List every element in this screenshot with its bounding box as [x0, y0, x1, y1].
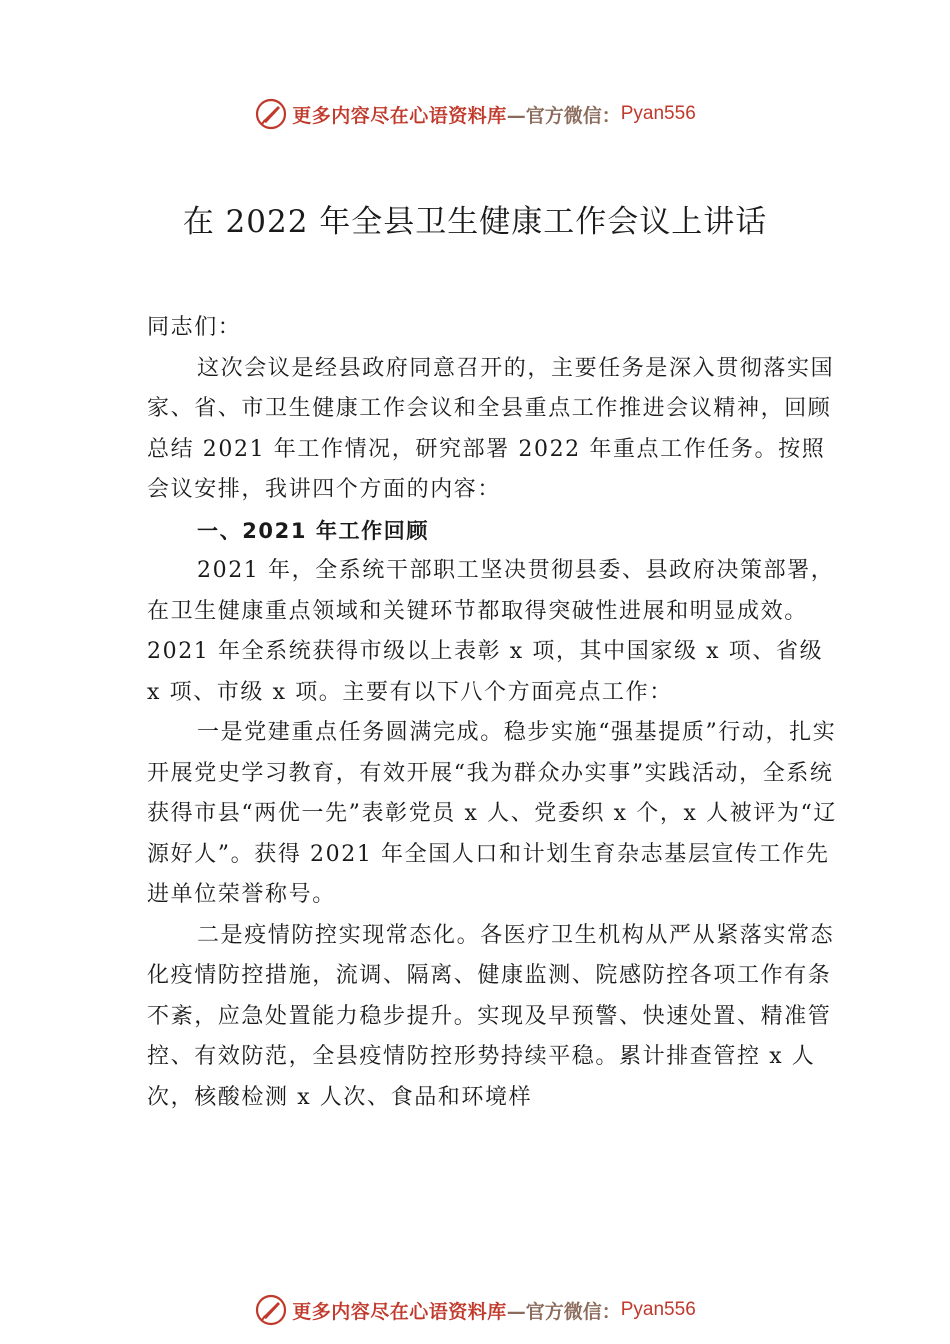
banner-main-text: 更多内容尽在心语资料库 — [292, 104, 507, 127]
banner-wechat-id: Pyan556 — [620, 103, 696, 124]
document-body — [147, 308, 837, 1118]
banner-wechat-id: Pyan556 — [620, 1299, 696, 1320]
paragraph: 一是党建重点任务圆满完成。稳步实施“强基提质”行动，扎实开展党史学习教育，有效开展“我为群众办实事”实践活动，全系统获得市县“两优一先”表彰党员 x 人、党委织 x 个，x 人被评为“辽源好人”。获得 2021 年全国人口和计划生育杂志基层宣传工作先进单位荣誉称号。 — [147, 720, 837, 907]
footer-watermark-banner — [0, 1290, 950, 1330]
paragraph: 这次会议是经县政府同意召开的，主要任务是深入贯彻落实国家、省、市卫生健康工作会议和全县重点工作推进会议精神，回顾总结 2021 年工作情况，研究部署 2022 年重点工作任务。按照会议安排，我讲四个方面的内容： — [147, 355, 835, 502]
banner-separator-text: —官方微信： — [506, 1300, 621, 1323]
paragraph: 2021 年，全系统干部职工坚决贯彻县委、县政府决策部署，在卫生健康重点领域和关键环节都取得突破性进展和明显成效。2021 年全系统获得市级以上表彰 x 项，其中国家级 x 项、省级 x 项、市级 x 项。主要有以下八个方面亮点工作： — [147, 558, 835, 705]
section-heading: 一、2021 年工作回顾 — [197, 518, 429, 543]
paragraph: 二是疫情防控实现常态化。各医疗卫生机构从严从紧落实常态化疫情防控措施，流调、隔离、健康监测、院感防控各项工作有条不紊，应急处置能力稳步提升。实现及早预警、快速处置、精准管控、有效防范，全县疫情防控形势持续平稳。累计排查管控 x 人次，核酸检测 x 人次、食品和环境样 — [147, 922, 835, 1110]
banner-separator-text: —官方微信： — [506, 104, 621, 127]
banner-main-text: 更多内容尽在心语资料库 — [292, 1300, 507, 1323]
header-watermark-banner — [0, 94, 950, 134]
quill-seal-icon — [254, 97, 288, 131]
quill-seal-icon — [254, 1293, 288, 1327]
salutation: 同志们： — [147, 315, 242, 340]
document-title: 在 2022 年全县卫生健康工作会议上讲话 — [182, 204, 768, 240]
